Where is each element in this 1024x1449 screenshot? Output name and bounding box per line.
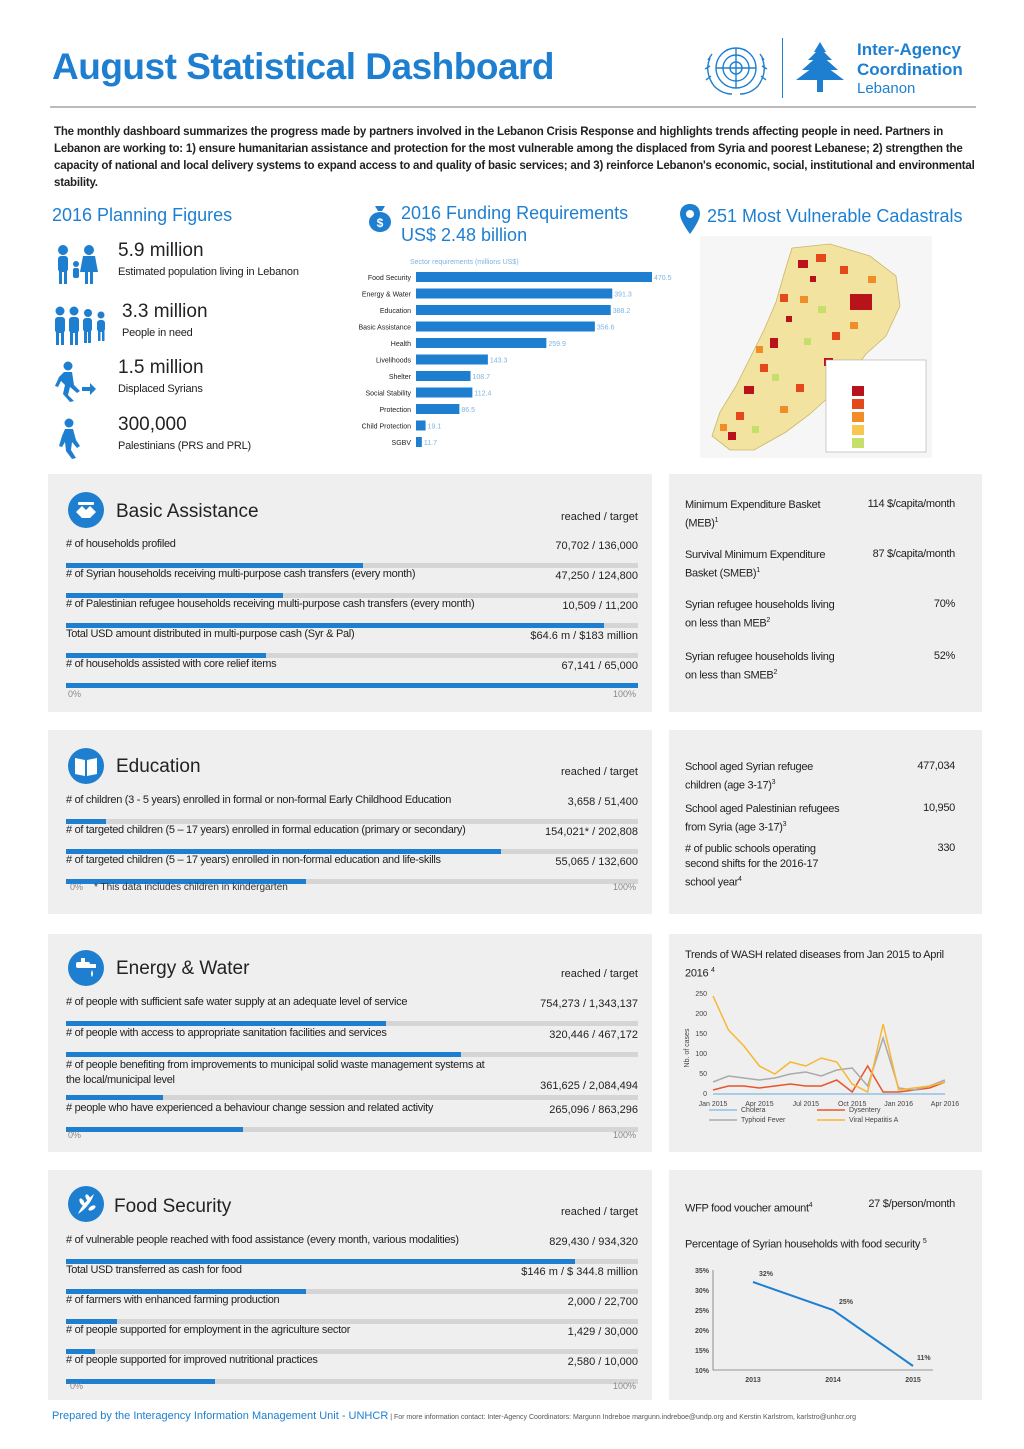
indicator-value: 70,702 / 136,000 — [555, 540, 638, 552]
y-axis-label: Nb. of cases — [684, 1028, 691, 1068]
basic-side-panel: Minimum Expenditure Basket (MEB)$^1$ 114 $/capita/month Survival Minimum Expenditure Basket (SMEB)$^1$ 87 $/capita/month Syrian refugee households living on less than MEB$^2$ 70% Syrian refugee households living on less than SMEB$^2$ 52% — [669, 474, 982, 712]
food-security-panel — [48, 1170, 652, 1400]
indicator-row — [66, 628, 638, 658]
bar-category-label: Shelter — [388, 374, 411, 381]
cedar-logo-icon — [792, 40, 848, 98]
legend-label: Typhoid Fever — [741, 1117, 786, 1124]
money-bag-icon — [367, 204, 393, 232]
indicator-value: 47,250 / 124,800 — [555, 570, 638, 582]
group-icon — [52, 305, 108, 347]
indicator-row — [66, 658, 638, 688]
hands-icon — [68, 492, 104, 528]
bar-category-label: Basic Assistance — [358, 324, 411, 332]
indicator-value: 10,509 / 11,200 — [562, 600, 638, 612]
education-title: Education — [116, 756, 201, 777]
indicator-label: # of households profiled — [66, 538, 176, 550]
bar-value-label: 388.2 — [612, 308, 631, 315]
planning-label: Palestinians (PRS and PRL) — [118, 440, 251, 452]
progress-fill — [66, 1052, 461, 1057]
side-label: WFP food voucher amount — [685, 1202, 809, 1215]
funding-bar — [416, 289, 612, 299]
indicator-value: $64.6 m / $183 million — [530, 630, 638, 642]
indicator-value: 55,065 / 132,600 — [555, 856, 638, 868]
data-label: 25% — [839, 1299, 854, 1306]
footer-main: Prepared by the Interagency Information Management Unit - UNHCR — [52, 1410, 389, 1422]
vulnerability-map — [700, 236, 932, 458]
planning-value: 300,000 — [118, 414, 187, 435]
indicator-label: # of children (3 - 5 years) enrolled in formal or non-formal Early Childhood Education — [66, 794, 452, 806]
y-tick-label: 25% — [694, 1308, 709, 1315]
indicator-label: # of targeted children (5 – 17 years) enrolled in non-formal education and life-skills — [66, 854, 441, 866]
org-name-line3: Lebanon — [857, 80, 916, 97]
water-tap-icon — [68, 950, 104, 986]
indicator-row — [66, 568, 638, 598]
indicator-value: 2,580 / 10,000 — [567, 1356, 638, 1368]
bar-category-label: Education — [379, 308, 411, 315]
food-side-panel: WFP food voucher amount$^4$ 27 $/person/month Percentage of Syrian households with food security $^5$ 35% 30% 25% 20% 15% 10% 2013 2014 2015 32% 25% 11% — [669, 1170, 982, 1400]
food-title: Food Security — [114, 1196, 232, 1217]
bar-category-label: Child Protection — [361, 423, 411, 431]
header-rule — [50, 106, 976, 108]
progress-track — [66, 1095, 638, 1100]
y-tick-label: 250 — [695, 991, 707, 998]
indicator-value: 1,429 / 30,000 — [567, 1326, 638, 1338]
reached-target-label: reached / target — [560, 511, 638, 523]
indicator-row — [66, 996, 638, 1026]
scale-min: 0% — [68, 689, 82, 699]
bar-category-label: Food Security — [367, 275, 411, 282]
indicator-label: # of households assisted with core relief items — [66, 658, 277, 670]
indicator-value: 320,446 / 467,172 — [549, 1029, 638, 1041]
bar-category-label: Health — [390, 341, 411, 348]
header-divider — [782, 38, 783, 98]
indicator-row — [66, 1234, 638, 1264]
bar-value-label: 470.5 — [654, 275, 672, 282]
x-tick-label: Apr 2015 — [745, 1101, 774, 1108]
bar-value-label: 259.9 — [548, 341, 566, 348]
y-tick-label: 30% — [694, 1288, 709, 1295]
indicator-value: $146 m / $ 344.8 million — [521, 1266, 638, 1278]
indicator-value: 361,625 / 2,084,494 — [540, 1080, 638, 1092]
x-tick-label: 2014 — [825, 1377, 841, 1384]
planning-item — [52, 301, 352, 351]
progress-fill — [66, 1127, 243, 1132]
scale-max: 100% — [612, 689, 636, 699]
side-label: # of public schools operating second shifts for the 2016-17 school year — [685, 843, 819, 889]
planning-label: Estimated population living in Lebanon — [118, 266, 299, 278]
indicator-row — [66, 1354, 638, 1384]
indicator-row — [66, 598, 638, 628]
indicator-label: # of farmers with enhanced farming production — [66, 1294, 280, 1306]
funding-bar — [416, 421, 426, 431]
x-tick-label: Jan 2016 — [884, 1101, 914, 1108]
indicator-value: 154,021* / 202,808 — [545, 826, 638, 838]
funding-bar — [416, 338, 546, 348]
org-name-line2: Coordination — [857, 60, 963, 79]
indicator-row — [66, 824, 638, 854]
progress-fill — [66, 1095, 163, 1100]
basic-title: Basic Assistance — [116, 501, 259, 522]
indicator-row — [66, 1294, 638, 1324]
funding-chart-title: Sector requirements (millions US$) — [410, 259, 519, 266]
indicator-label: # of Palestinian refugee households receiving multi-purpose cash transfers (every month) — [66, 598, 475, 610]
planning-value: 1.5 million — [118, 357, 204, 378]
funding-total: US$ 2.48 billion — [401, 225, 528, 245]
map-legend-swatch — [852, 412, 864, 422]
wheat-icon — [68, 1186, 104, 1222]
education-note: * This data includes children in kindergarten — [94, 882, 288, 893]
progress-track — [66, 1021, 638, 1026]
side-value: 52% — [933, 650, 955, 662]
legend-label: Dysentery — [849, 1107, 881, 1114]
indicator-label: # of people supported for improved nutritional practices — [66, 1354, 318, 1366]
map-legend-swatch — [852, 399, 864, 409]
funding-bar — [416, 322, 595, 332]
x-tick-label: Oct 2015 — [837, 1101, 867, 1108]
series-line — [713, 996, 945, 1092]
family-icon — [52, 244, 102, 286]
funding-bar — [416, 371, 471, 381]
indicator-row — [66, 1102, 638, 1132]
scale-min: 0% — [68, 1130, 82, 1140]
un-emblem-icon — [700, 38, 772, 100]
indicator-row — [66, 1027, 638, 1057]
scale-max: 100% — [612, 1381, 636, 1391]
indicator-label: # of vulnerable people reached with food assistance (every month, various modalities) — [66, 1234, 459, 1246]
funding-bar — [416, 404, 459, 414]
x-tick-label: 2013 — [745, 1377, 761, 1384]
scale-min: 0% — [70, 882, 84, 892]
y-tick-label: 100 — [695, 1051, 707, 1058]
scale-max: 100% — [612, 1130, 636, 1140]
intro-text: The monthly dashboard summarizes the progress made by partners involved in the Lebanon Crisis Response and highlights trends affecting people in need. Partners in Lebanon are working to: 1) ensure humanitarian assistance and protection for the most vulnerable among the displaced from Syria and poorest Lebanese; 2) strengthen the capacity of national and local delivery systems to expand access to and quality of basic services; and 3) reinforce Lebanon's economic, social, institutional and environmental stability. — [54, 126, 975, 189]
x-tick-label: Apr 2016 — [930, 1101, 960, 1108]
funding-bar — [416, 437, 422, 447]
planning-item — [52, 414, 352, 464]
indicator-label: # of people with sufficient safe water supply at an adequate level of service — [66, 996, 408, 1008]
funding-bar — [416, 355, 488, 365]
footer — [52, 1410, 856, 1422]
scale-min: 0% — [70, 1381, 84, 1391]
y-tick-label: 0 — [703, 1091, 707, 1098]
side-value: 10,950 — [923, 802, 955, 814]
bar-value-label: 86.5 — [461, 407, 476, 414]
funding-bar — [416, 305, 611, 315]
y-tick-label: 15% — [694, 1348, 709, 1355]
bar-category-label: Energy & Water — [361, 291, 411, 299]
data-label: 32% — [759, 1271, 774, 1278]
progress-fill — [66, 1021, 386, 1026]
indicator-value: 829,430 / 934,320 — [549, 1236, 638, 1248]
side-value: 114 $/capita/month — [867, 498, 955, 510]
bar-value-label: 19.1 — [427, 423, 442, 431]
book-icon — [68, 748, 104, 784]
location-pin-icon — [679, 203, 701, 235]
progress-track — [66, 1379, 638, 1384]
side-label: Minimum Expenditure Basket (MEB) — [685, 499, 821, 530]
bar-category-label: Social Stability — [365, 390, 411, 398]
side-label: Survival Minimum Expenditure Basket (SMEB) — [685, 549, 826, 580]
bar-value-label: 356.6 — [596, 324, 615, 332]
indicator-row — [66, 1324, 638, 1354]
planning-item — [52, 240, 352, 290]
indicator-label: # of people with access to appropriate sanitation facilities and services — [66, 1027, 387, 1039]
scale-max: 100% — [612, 882, 636, 892]
reached-target-label: reached / target — [560, 766, 638, 778]
indicator-label: Total USD transferred as cash for food — [66, 1264, 242, 1276]
side-label: School aged Palestinian refugees from Syria (age 3-17) — [685, 803, 840, 834]
planning-item — [52, 357, 352, 407]
progress-track — [66, 1127, 638, 1132]
indicator-row — [66, 538, 638, 568]
chart-axes — [713, 1270, 933, 1370]
funding-title: 2016 Funding Requirements — [401, 203, 629, 223]
page-title: August Statistical Dashboard — [52, 46, 555, 87]
indicator-value: 754,273 / 1,343,137 — [540, 998, 638, 1010]
map-legend-swatch — [852, 425, 864, 435]
indicator-row — [66, 794, 638, 824]
bar-value-label: 391.3 — [614, 291, 632, 299]
indicator-label: Total USD amount distributed in multi-purpose cash (Syr & Pal) — [66, 628, 355, 640]
walking-person-icon — [52, 361, 102, 403]
basic-assistance-panel — [48, 474, 652, 712]
progress-track — [66, 683, 638, 688]
legend-label: Cholera — [741, 1107, 766, 1114]
indicator-label: # of targeted children (5 – 17 years) enrolled in formal education (primary or secondary) — [66, 824, 466, 836]
indicator-label: # of people benefiting from improvements to municipal solid waste management systems at the local/municipal level — [66, 1059, 485, 1086]
progress-track — [66, 1052, 638, 1057]
bar-value-label: 108.7 — [472, 374, 491, 381]
reached-target-label: reached / target — [560, 1206, 638, 1218]
food-chart-title: Percentage of Syrian households with food security $^5$ — [685, 1238, 927, 1251]
map-legend-swatch — [852, 386, 864, 396]
bar-category-label: Livelihoods — [375, 357, 411, 365]
education-panel — [48, 730, 652, 914]
bar-category-label: Protection — [379, 407, 411, 414]
planning-title: 2016 Planning Figures — [52, 205, 233, 225]
indicator-row — [66, 1264, 638, 1294]
planning-label: People in need — [122, 327, 193, 339]
energy-title: Energy & Water — [116, 958, 250, 979]
indicator-value: 265,096 / 863,296 — [549, 1104, 638, 1116]
funding-bar — [416, 388, 472, 398]
indicator-label: # of people supported for employment in the agriculture sector — [66, 1324, 351, 1336]
person-icon — [52, 418, 102, 460]
side-value: 87 $/capita/month — [872, 548, 955, 560]
y-tick-label: 10% — [694, 1368, 709, 1375]
y-tick-label: 50 — [699, 1071, 707, 1078]
progress-fill — [66, 1379, 215, 1384]
indicator-label: # people who have experienced a behaviour change session and related activity — [66, 1102, 434, 1114]
y-tick-label: 200 — [695, 1011, 707, 1018]
planning-value: 5.9 million — [118, 240, 204, 261]
bar-value-label: 11.7 — [423, 440, 437, 447]
funding-chart — [340, 252, 680, 452]
side-label: Syrian refugee households living on less than SMEB — [685, 651, 835, 682]
y-tick-label: 20% — [694, 1328, 709, 1335]
funding-bar — [416, 272, 652, 282]
bar-value-label: 143.3 — [489, 357, 508, 365]
map-legend-swatch — [852, 438, 864, 448]
bar-value-label: 112.4 — [474, 390, 492, 398]
x-tick-label: Jan 2015 — [698, 1101, 728, 1108]
data-label: 11% — [917, 1355, 931, 1362]
progress-fill — [66, 683, 638, 688]
indicator-label: # of Syrian households receiving multi-purpose cash transfers (every month) — [66, 568, 416, 580]
side-value: 27 $/person/month — [868, 1198, 955, 1210]
side-value: 330 — [937, 842, 955, 854]
y-tick-label: 150 — [695, 1031, 707, 1038]
wash-chart-panel — [669, 934, 982, 1152]
side-label: Syrian refugee households living on less than MEB — [685, 599, 835, 630]
planning-label: Displaced Syrians — [118, 383, 203, 395]
indicator-row — [66, 1058, 638, 1100]
org-name-line1: Inter-Agency — [857, 40, 961, 59]
indicator-value: 3,658 / 51,400 — [567, 796, 638, 808]
x-tick-label: Jul 2015 — [792, 1101, 820, 1108]
reached-target-label: reached / target — [560, 968, 638, 980]
legend-label: Viral Hepatitis A — [849, 1117, 899, 1124]
education-side-panel: School aged Syrian refugee children (age 3-17)$^3$ 477,034 School aged Palestinian refugees from Syria (age 3-17)$^3$ 10,950 # of public schools operating second shifts for the 2016-17 school year$^4$ 330 — [669, 730, 982, 914]
svg-text:$: $ — [376, 216, 384, 230]
map-title: 251 Most Vulnerable Cadastrals — [707, 206, 963, 226]
indicator-row — [66, 854, 638, 884]
side-value: 70% — [933, 598, 955, 610]
footer-contact: | For more information contact: Inter-Agency Coordinators: Margunn Indreboe margunn.indreboe@undp.org and Kerstin Karlstrom, karlstro@unhcr.org — [388, 1414, 857, 1421]
energy-water-panel — [48, 934, 652, 1152]
indicator-value: 2,000 / 22,700 — [567, 1296, 638, 1308]
food-security-line — [753, 1282, 913, 1366]
wash-chart-title: Trends of WASH related diseases from Jan 2015 to April 2016 $^4$ — [685, 949, 944, 980]
bar-category-label: SGBV — [391, 440, 411, 447]
indicator-value: 67,141 / 65,000 — [561, 660, 638, 672]
planning-value: 3.3 million — [122, 301, 208, 322]
side-value: 477,034 — [917, 760, 955, 772]
x-tick-label: 2015 — [905, 1377, 921, 1384]
side-label: School aged Syrian refugee children (age 3-17) — [685, 761, 813, 792]
y-tick-label: 35% — [694, 1268, 709, 1275]
